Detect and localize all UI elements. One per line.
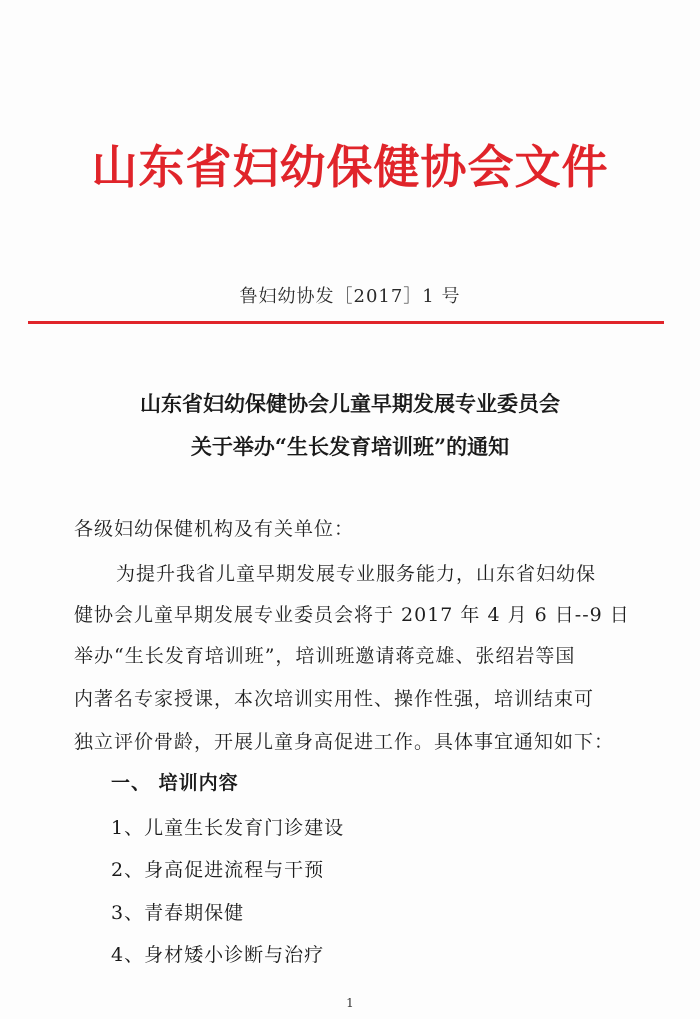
list-item: 3、青春期保健 <box>111 902 245 924</box>
notice-title-line-1: 山东省妇幼保健协会儿童早期发展专业委员会 <box>140 391 560 416</box>
paragraph-line: 内著名专家授课，本次培训实用性、操作性强，培训结束可 <box>74 688 595 710</box>
list-item: 2、身高促进流程与干预 <box>111 859 325 881</box>
paragraph-line: 健协会儿童早期发展专业委员会将于 2017 年 4 月 6 日--9 日 <box>74 604 630 626</box>
paragraph-line: 独立评价骨龄，开展儿童身高促进工作。具体事宜通知如下： <box>74 731 615 753</box>
document-number: 鲁妇幼协发［2017］1 号 <box>239 286 461 307</box>
paragraph-line: 举办“生长发育培训班”，培训班邀请蒋竞雄、张绍岩等国 <box>74 645 576 667</box>
paragraph-line: 为提升我省儿童早期发展专业服务能力，山东省妇幼保 <box>116 563 597 585</box>
org-letterhead-title: 山东省妇幼保健协会文件 <box>91 140 609 194</box>
list-item: 1、儿童生长发育门诊建设 <box>111 817 345 839</box>
notice-title-line-2: 关于举办“生长发育培训班”的通知 <box>190 434 510 459</box>
salutation: 各级妇幼保健机构及有关单位： <box>74 518 355 540</box>
section-heading-training-content: 一、 培训内容 <box>111 772 239 794</box>
red-divider-line <box>28 321 664 324</box>
list-item: 4、身材矮小诊断与治疗 <box>111 944 325 966</box>
page-number: 1 <box>346 996 354 1010</box>
